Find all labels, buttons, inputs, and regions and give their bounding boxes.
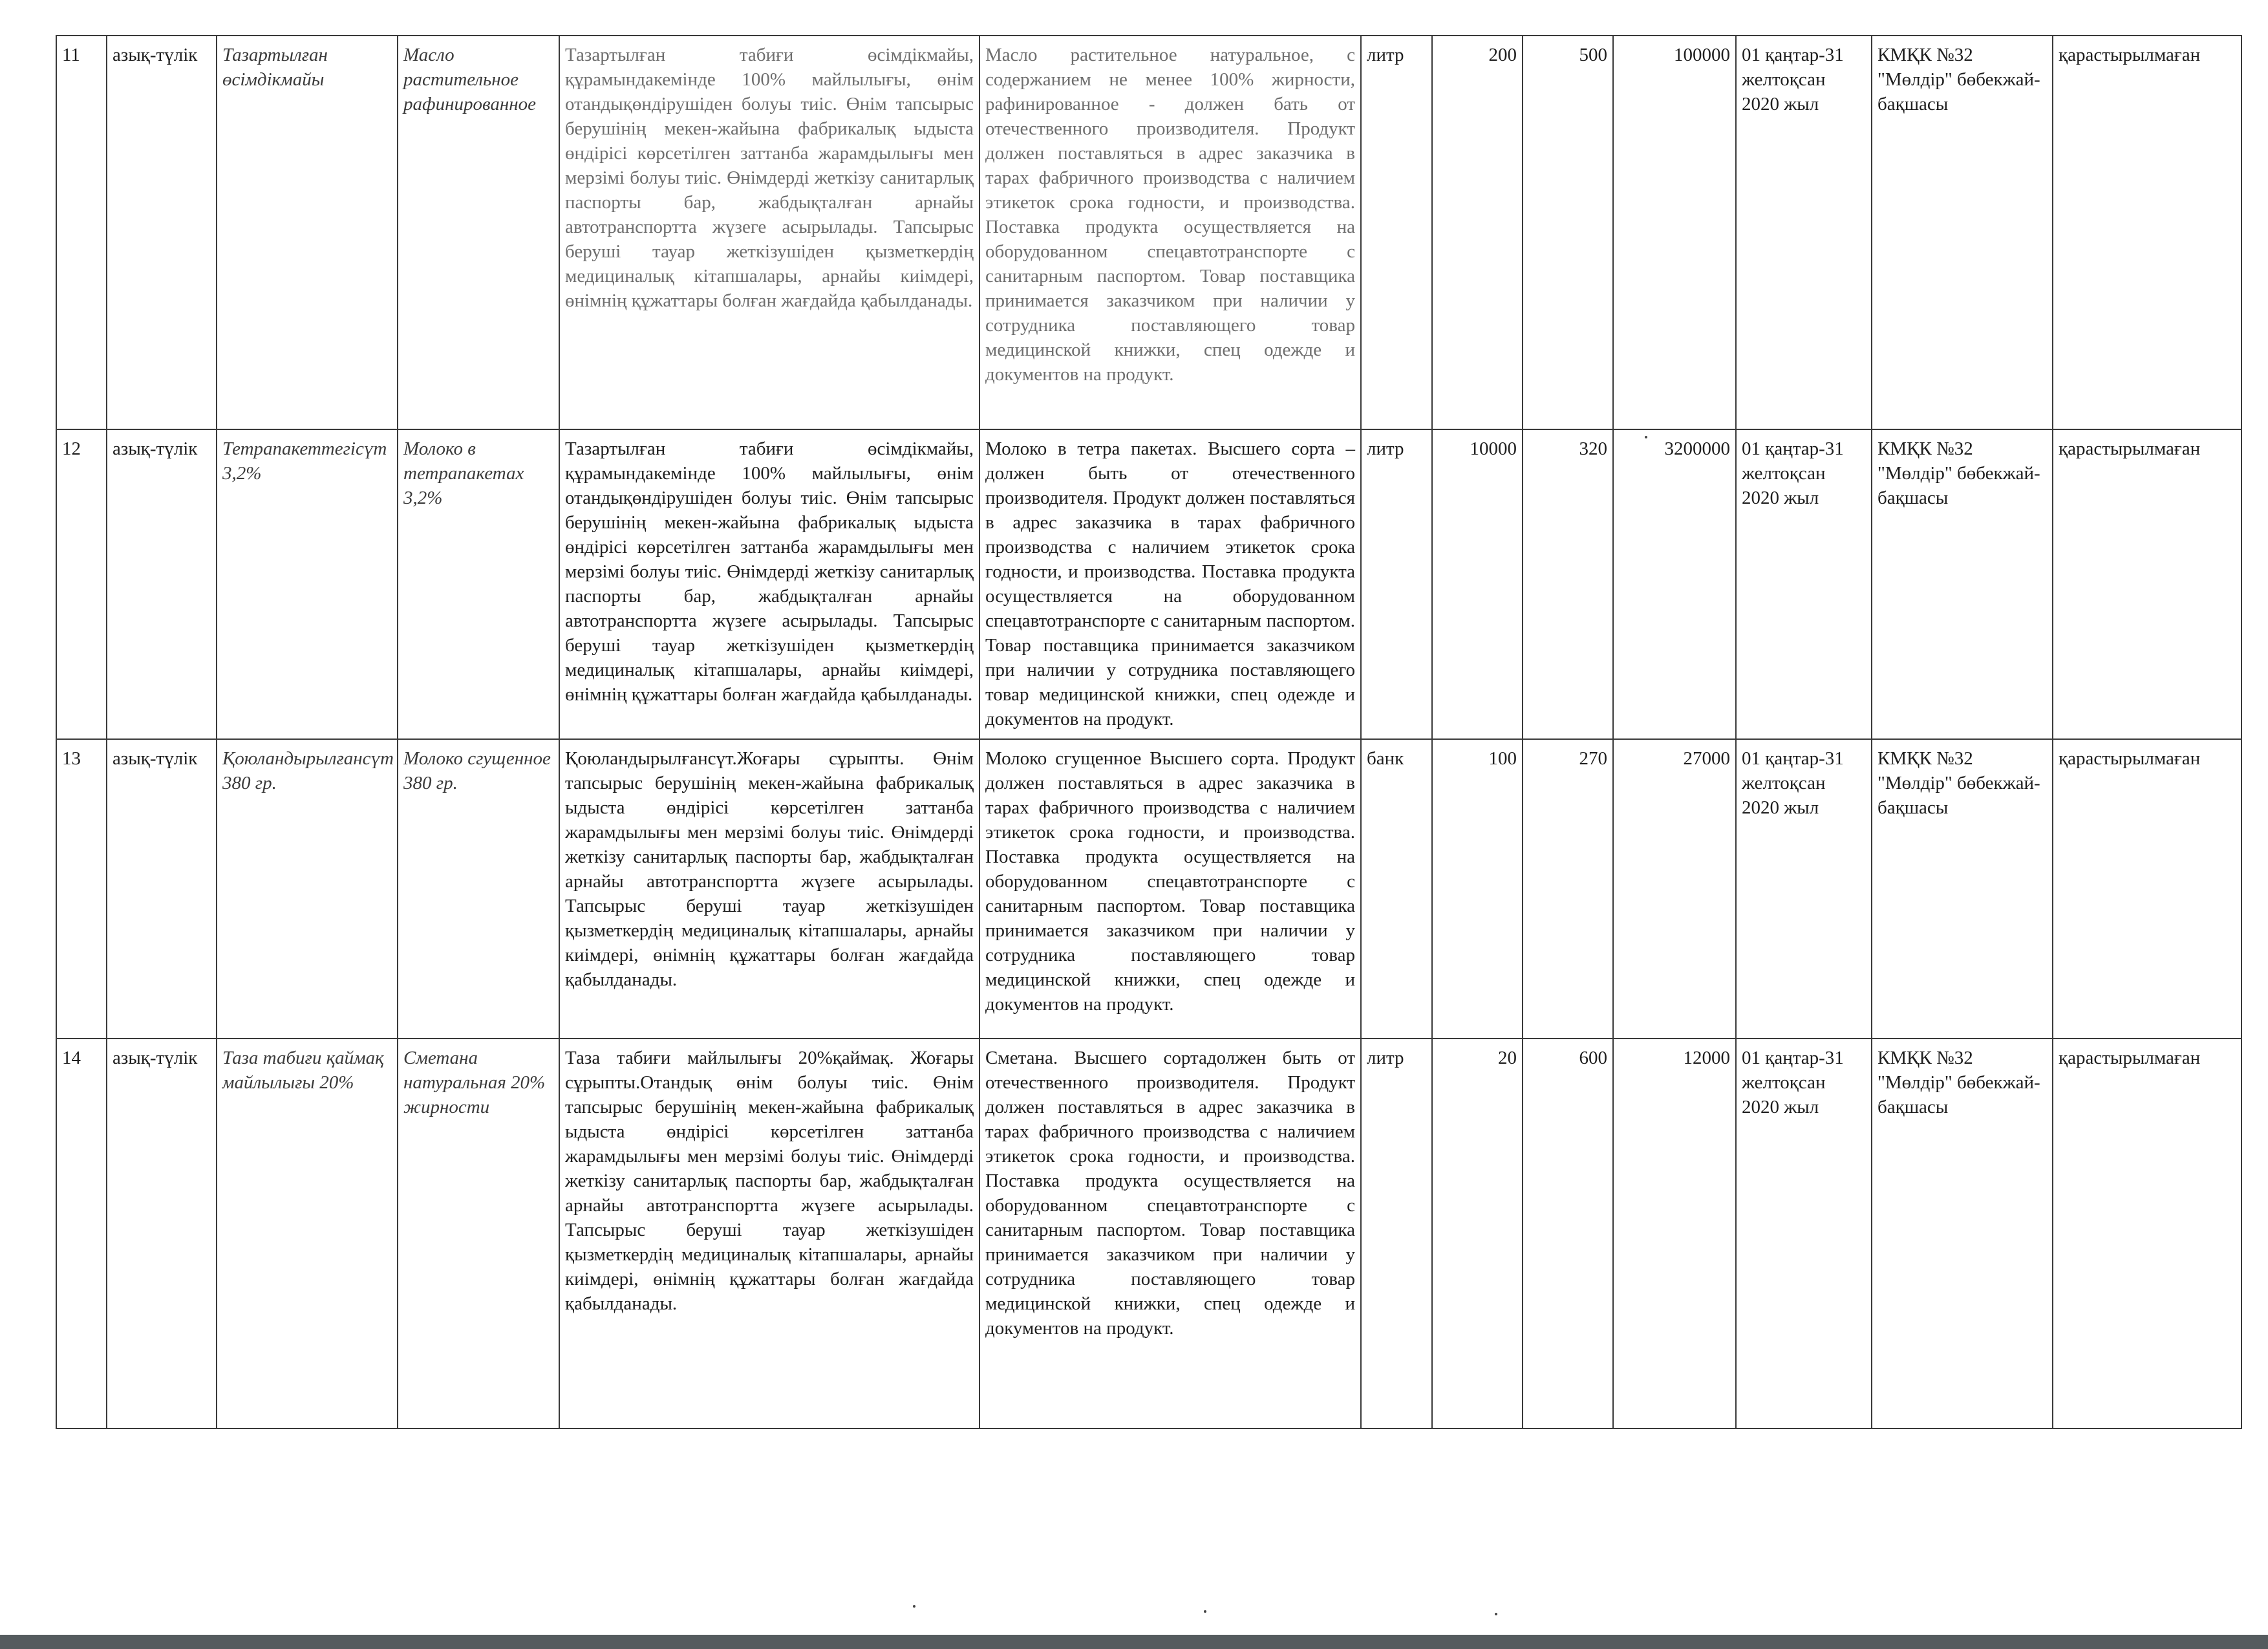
product-name-ru: Молоко в тетрапакетах 3,2% [398, 429, 559, 739]
row-number: 14 [56, 1039, 107, 1428]
scan-speck [1645, 436, 1647, 438]
product-name-ru: Молоко сгущенное 380 гр. [398, 739, 559, 1039]
table-row [56, 739, 2241, 1039]
unit-cell: банк [1361, 739, 1432, 1039]
category-cell: азық-түлік [107, 36, 217, 429]
status-cell: қарастырылмаған [2053, 739, 2241, 1039]
product-name-kz: Таза табиғи қаймақ майлылығы 20% [217, 1039, 398, 1428]
description-kz: Таза табиғи майлылығы 20%қаймақ. Жоғары сұрыпты.Отандық өнім болуы тиіс. Өнім тапсырыс берушінің мекен-жайына фабрикалық ыдыста өндірісі көрсетілген заттанба жарамдылығы мен мерзімі болуы тиіс. Өнімдерді жеткізу санитарлық паспорты бар, жабдықталған арнайы автотранспортта жүзеге асырылады. Тапсырыс беруші тауар жеткізушіден қызметкердің медициналық кітапшалары, арнайы киімдері, өнімнің құжаттары болған жағдайда қабылданады. [559, 1039, 979, 1428]
quantity-cell: 100 [1432, 739, 1523, 1039]
customer-cell: КМҚК №32 "Мөлдір" бөбекжай-бақшасы [1872, 739, 2053, 1039]
table-row [56, 1039, 2241, 1428]
unit-cell: литр [1361, 36, 1432, 429]
product-name-ru: Сметана натуральная 20% жирности [398, 1039, 559, 1428]
status-cell: қарастырылмаған [2053, 429, 2241, 739]
total-cell: 12000 [1613, 1039, 1736, 1428]
price-cell: 270 [1523, 739, 1613, 1039]
scan-speck [1495, 1613, 1497, 1615]
description-ru: Масло растительное натуральное, с содержанием не менее 100% жирности, рафинированное - должен бать от отечественного производителя. Продукт должен поставляться в адрес заказчика в тарах фабричного производства с наличием этикеток срока годности, и производства. Поставка продукта осуществляется на оборудованном спецавтотранспорте с санитарным паспортом. Товар поставщика принимается заказчиком при наличии у сотрудника поставляющего товар медицинской книжки, спец одежде и документов на продукт. [979, 36, 1361, 429]
description-kz: Қоюландырылғансүт.Жоғары сұрыпты. Өнім тапсырыс берушінің мекен-жайына фабрикалық ыдыста өндірісі көрсетілген заттанба жарамдылығы мен мерзімі болуы тиіс. Өнімдерді жеткізу санитарлық паспорты бар, жабдықталған арнайы автотранспортта жүзеге асырылады. Тапсырыс беруші тауар жеткізушіден қызметкердің медициналық кітапшалары, арнайы киімдері, өнімнің құжаттары болған жағдайда қабылданады. [559, 739, 979, 1039]
product-name-kz: Қоюландырылғансүт 380 гр. [217, 739, 398, 1039]
total-cell: 27000 [1613, 739, 1736, 1039]
description-ru: Сметана. Высшего сортадолжен быть от отечественного производителя. Продукт должен поставляться в адрес заказчика в тарах фабричного производства с наличием этикеток срока годности, и производства. Поставка продукта осуществляется на оборудованном спецавтотранспорте с санитарным паспортом. Товар поставщика принимается заказчиком при наличии у сотрудника поставляющего товар медицинской книжки, спец одежде и документов на продукт. [979, 1039, 1361, 1428]
price-cell: 600 [1523, 1039, 1613, 1428]
table-row [56, 36, 2241, 429]
price-cell: 500 [1523, 36, 1613, 429]
customer-cell: КМҚК №32 "Мөлдір" бөбекжай-бақшасы [1872, 429, 2053, 739]
row-number: 13 [56, 739, 107, 1039]
unit-cell: литр [1361, 429, 1432, 739]
product-name-kz: Тазартылған өсімдікмайы [217, 36, 398, 429]
description-ru: Молоко сгущенное Высшего сорта. Продукт должен поставляться в адрес заказчика в тарах фабричного производства с наличием этикеток срока годности, и производства. Поставка продукта осуществляется на оборудованном спецавтотранспорте с санитарным паспортом. Товар поставщика принимается заказчиком при наличии у сотрудника поставляющего товар медицинской книжки, спец одежде и документов на продукт. [979, 739, 1361, 1039]
status-cell: қарастырылмаған [2053, 1039, 2241, 1428]
period-cell: 01 қаңтар-31 желтоқсан 2020 жыл [1736, 739, 1872, 1039]
description-kz: Тазартылған табиғи өсімдікмайы, құрамындакемінде 100% майлылығы, өнім отандықөндірушіден болуы тиіс. Өнім тапсырыс берушінің мекен-жайына фабрикалық ыдыста өндірісі көрсетілген заттанба жарамдылығы мен мерзімі болуы тиіс. Өнімдерді жеткізу санитарлық паспорты бар, жабдықталған арнайы автотранспортта жүзеге асырылады. Тапсырыс беруші тауар жеткізушіден қызметкердің медициналық кітапшалары, арнайы киімдері, өнімнің құжаттары болған жағдайда қабылданады. [559, 36, 979, 429]
product-name-ru: Масло растительное рафинированное [398, 36, 559, 429]
quantity-cell: 10000 [1432, 429, 1523, 739]
price-cell: 320 [1523, 429, 1613, 739]
period-cell: 01 қаңтар-31 желтоқсан 2020 жыл [1736, 1039, 1872, 1428]
product-name-kz: Тетрапакеттегісүт 3,2% [217, 429, 398, 739]
status-cell: қарастырылмаған [2053, 36, 2241, 429]
procurement-table [56, 35, 2242, 1429]
total-cell: 3200000 [1613, 429, 1736, 739]
scanner-edge [0, 1635, 2268, 1649]
scan-speck [913, 1605, 915, 1608]
unit-cell: литр [1361, 1039, 1432, 1428]
category-cell: азық-түлік [107, 429, 217, 739]
category-cell: азық-түлік [107, 1039, 217, 1428]
row-number: 11 [56, 36, 107, 429]
description-kz: Тазартылған табиғи өсімдікмайы, құрамындакемінде 100% майлылығы, өнім отандықөндірушіден болуы тиіс. Өнім тапсырыс берушінің мекен-жайына фабрикалық ыдыста өндірісі көрсетілген заттанба жарамдылығы мен мерзімі болуы тиіс. Өнімдерді жеткізу санитарлық паспорты бар, жабдықталған арнайы автотранспортта жүзеге асырылады. Тапсырыс беруші тауар жеткізушіден қызметкердің медициналық кітапшалары, арнайы киімдері, өнімнің құжаттары болған жағдайда қабылданады. [559, 429, 979, 739]
quantity-cell: 200 [1432, 36, 1523, 429]
total-cell: 100000 [1613, 36, 1736, 429]
customer-cell: КМҚК №32 "Мөлдір" бөбекжай-бақшасы [1872, 36, 2053, 429]
row-number: 12 [56, 429, 107, 739]
quantity-cell: 20 [1432, 1039, 1523, 1428]
period-cell: 01 қаңтар-31 желтоқсан 2020 жыл [1736, 429, 1872, 739]
scan-speck [1204, 1610, 1206, 1613]
category-cell: азық-түлік [107, 739, 217, 1039]
customer-cell: КМҚК №32 "Мөлдір" бөбекжай-бақшасы [1872, 1039, 2053, 1428]
table-row [56, 429, 2241, 739]
period-cell: 01 қаңтар-31 желтоқсан 2020 жыл [1736, 36, 1872, 429]
description-ru: Молоко в тетра пакетах. Высшего сорта – должен быть от отечественного производителя. Продукт должен поставляться в адрес заказчика в тарах фабричного производства с наличием этикеток срока годности, и производства. Поставка продукта осуществляется на оборудованном спецавтотранспорте с санитарным паспортом. Товар поставщика принимается заказчиком при наличии у сотрудника поставляющего товар медицинской книжки, спец одежде и документов на продукт. [979, 429, 1361, 739]
